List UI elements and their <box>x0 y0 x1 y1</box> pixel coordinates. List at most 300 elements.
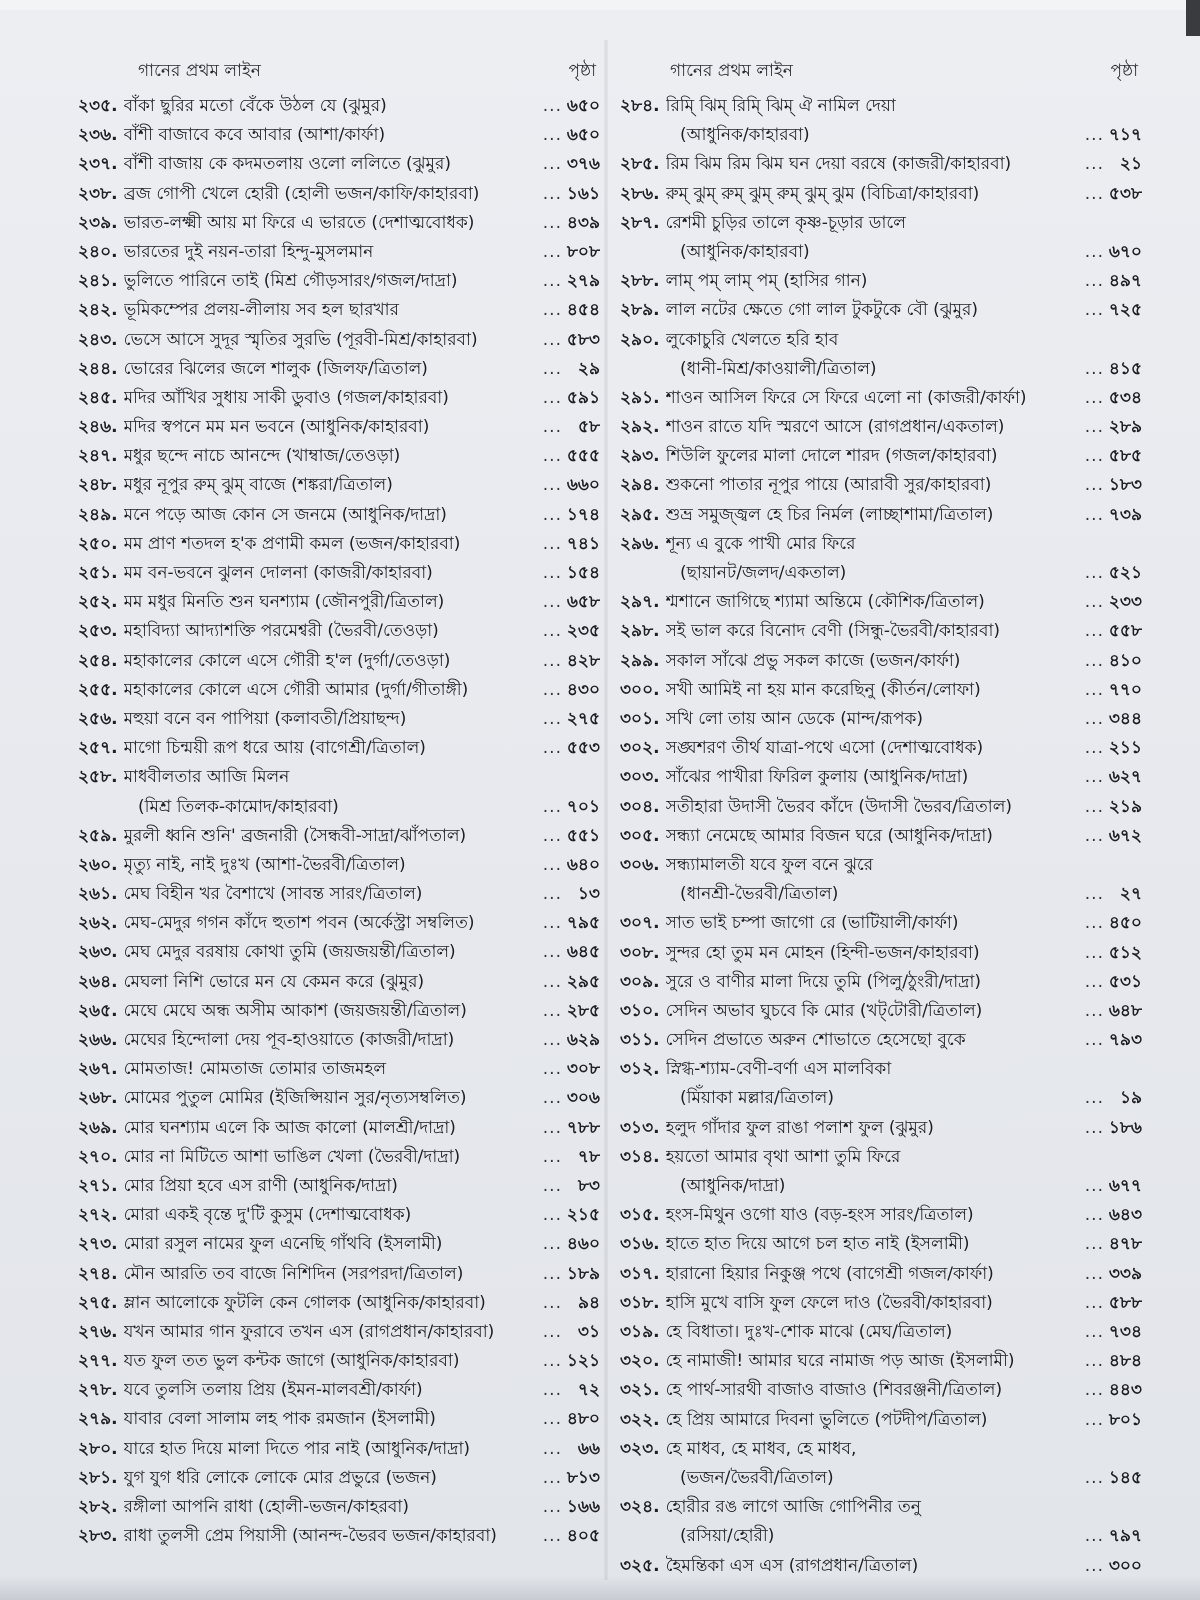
entry-number: ৩০২. <box>620 738 660 759</box>
index-entry <box>620 1201 1142 1230</box>
leader-dots: ... <box>542 971 562 992</box>
right-entry-list <box>620 92 1142 1581</box>
left-column-header <box>78 56 600 86</box>
leader-dots: ... <box>542 1438 562 1459</box>
entry-title: হোরীর রঙ লাগে আজি গোপিনীর তনু <box>665 1497 921 1518</box>
index-entry <box>620 92 1142 150</box>
entry-title: শুকনো পাতার নূপুর পায়ে (আরাবী সুর/কাহারবা) <box>665 475 992 496</box>
index-entry <box>78 121 600 150</box>
entry-page-number: ৩৪৪ <box>1108 709 1142 729</box>
entry-page-number: ৭৮৮ <box>566 1117 600 1138</box>
entry-number: ২৭৭. <box>78 1351 118 1372</box>
entry-page-number: ৭২৫ <box>1108 300 1142 321</box>
entry-page-number: ২৮৯ <box>1108 417 1142 438</box>
index-entry <box>78 763 600 821</box>
leader-dots: ... <box>1084 1467 1104 1488</box>
entry-page-number: ৬৫৮ <box>566 592 600 613</box>
leader-dots: ... <box>1084 1088 1104 1109</box>
entry-page-number: ১৮৩ <box>1108 475 1142 496</box>
entry-page-number: ৭১৭ <box>1108 125 1142 146</box>
entry-number: ২৭৩. <box>78 1234 118 1255</box>
leader-dots: ... <box>542 796 562 817</box>
entry-title: যত ফুল তত ভুল কন্টক জাগে (আধুনিক/কাহারবা) <box>123 1351 460 1372</box>
entry-title: বাঁশী বাজাবে কবে আবার (আশা/কার্ফা) <box>123 125 386 146</box>
entry-title: ভারতের দুই নয়ন-তারা হিন্দু-মুসলমান <box>123 241 374 262</box>
entry-number: ২৫০. <box>78 533 118 554</box>
leader-dots: ... <box>542 1030 562 1051</box>
entry-page-number: ৪৫৪ <box>566 300 600 321</box>
entry-page-number: ৩০০ <box>1108 1555 1142 1576</box>
entry-number: ২৬৭. <box>78 1059 118 1080</box>
entry-page-number: ৬২৯ <box>566 1030 600 1051</box>
leader-dots: ... <box>1084 1000 1104 1021</box>
leader-dots: ... <box>542 1263 562 1284</box>
entry-page-number: ৪৩৯ <box>566 212 600 233</box>
entry-title: মম প্রাণ শতদল হ'ক প্রণামী কমল (ভজন/কাহারবা) <box>123 533 461 554</box>
entry-page-number: ৩০৬ <box>566 1088 600 1109</box>
entry-title: রঙ্গীলা আপনি রাধা (হোলী-ভজন/কাহরবা) <box>123 1497 409 1518</box>
index-entry <box>78 1376 600 1405</box>
entry-page-number: ৬৪৫ <box>566 942 600 963</box>
entry-page-number: ২১৯ <box>1108 796 1142 817</box>
entry-number: ৩০১. <box>620 709 660 729</box>
entry-page-number: ২৭ <box>1119 884 1142 905</box>
index-entry <box>620 1406 1142 1435</box>
index-entry <box>78 938 600 967</box>
entry-page-number: ৬৭২ <box>1108 825 1142 846</box>
index-entry <box>620 676 1142 705</box>
entry-number: ৩১৪. <box>620 1146 660 1167</box>
entry-title: স্নিগ্ধ-শ্যাম-বেণী-বর্ণা এস মালবিকা <box>665 1059 892 1080</box>
entry-number: ২৫৪. <box>78 650 118 671</box>
entry-title: মোমতাজ! মোমতাজ তোমার তাজমহল <box>123 1059 387 1080</box>
leader-dots: ... <box>542 417 562 438</box>
entry-number: ২৮২. <box>78 1497 118 1518</box>
entry-title: হৈমন্তিকা এস এস (রাগপ্রধান/ত্রিতাল) <box>665 1555 919 1576</box>
leader-dots: ... <box>1084 154 1104 175</box>
index-entry <box>620 617 1142 646</box>
leader-dots: ... <box>542 329 562 350</box>
entry-title: যুগ যুগ ধরি লোকে লোকে মোর প্রভুরে (ভজন) <box>123 1467 437 1488</box>
entry-page-number: ২১১ <box>1108 738 1142 759</box>
entry-page-number: ১৬১ <box>566 183 600 204</box>
leader-dots: ... <box>1084 1205 1104 1226</box>
entry-number: ২৮১. <box>78 1467 118 1488</box>
left-column-page-label: পৃষ্ঠা <box>568 61 596 81</box>
entry-page-number: ৪০৫ <box>566 1526 600 1547</box>
entry-number: ২৮৬. <box>620 183 660 204</box>
leader-dots: ... <box>542 1117 562 1138</box>
entry-number: ২৭৬. <box>78 1321 118 1342</box>
entry-number: ২৫৮. <box>78 767 118 788</box>
leader-dots: ... <box>542 708 562 729</box>
entry-number: ২৯৬. <box>620 533 660 554</box>
entry-number: ২৬৮. <box>78 1088 118 1109</box>
entry-number: ৩১৫. <box>620 1205 660 1226</box>
entry-number: ৩১৮. <box>620 1292 660 1313</box>
entry-title: রুম্ ঝুম্ রুম্ ঝুম্ রুম্ ঝুম্ ঝুম (বিচিত্রা/কাহারবা) <box>665 183 980 204</box>
leader-dots: ... <box>1084 504 1104 525</box>
entry-number: ২৬১. <box>78 884 118 905</box>
entry-number: ২৪৮. <box>78 475 118 496</box>
entry-page-number: ১২১ <box>566 1351 600 1372</box>
entry-page-number: ৬৫০ <box>566 96 600 116</box>
leader-dots: ... <box>542 1497 562 1518</box>
right-column-title: গানের প্রথম লাইন <box>670 61 793 81</box>
leader-dots: ... <box>542 854 562 875</box>
entry-title: হে নামাজী! আমার ঘরে নামাজ পড় আজ (ইসলামী) <box>665 1351 1015 1372</box>
entry-page-number: ৫১২ <box>1108 942 1142 963</box>
entry-page-number: ৮৩ <box>577 1175 600 1196</box>
leader-dots: ... <box>1084 1234 1104 1255</box>
entry-page-number: ৫৮ <box>577 417 600 438</box>
entry-title: মম মধুর মিনতি শুন ঘনশ্যাম (জৌনপুরী/ত্রিতাল) <box>123 592 445 613</box>
leader-dots: ... <box>1084 942 1104 963</box>
entry-subtitle: (আধুনিক/কাহারবা) <box>680 125 810 146</box>
entry-title: হাতে হাত দিয়ে আগে চল হাত নাই (ইসলামী) <box>665 1234 970 1255</box>
entry-number: ২৬৪. <box>78 971 118 992</box>
index-entry <box>78 705 600 734</box>
index-entry <box>78 238 600 267</box>
leader-dots: ... <box>1084 1263 1104 1284</box>
entry-page-number: ৬৭৭ <box>1108 1176 1142 1197</box>
entry-page-number: ৪৭৮ <box>1108 1234 1142 1255</box>
entry-title: সখী আমিই না হয় মান করেছিনু (কীর্তন/লোফা) <box>665 679 981 700</box>
index-entry <box>78 1201 600 1230</box>
entry-title: মহাকালের কোলে এসে গৌরী হ'ল (দুর্গা/তেওড়া) <box>123 650 451 671</box>
index-entry <box>620 647 1142 676</box>
entry-number: ৩০৯. <box>620 971 660 992</box>
entry-page-number: ৬৬০ <box>566 475 600 496</box>
entry-page-number: ১৮৬ <box>1108 1117 1142 1138</box>
leader-dots: ... <box>542 504 562 525</box>
entry-number: ৩১০. <box>620 1000 660 1021</box>
index-entry <box>620 326 1142 384</box>
entry-title: মদির আঁখির সুধায় সাকী ডুবাও (গজল/কাহারবা) <box>123 387 449 408</box>
entry-title: রিম ঝিম রিম ঝিম ঘন দেয়া বরষে (কাজরী/কাহারবা) <box>665 154 1012 175</box>
index-entry <box>78 1405 600 1434</box>
leader-dots: ... <box>542 533 562 554</box>
entry-page-number: ১৩ <box>577 884 600 905</box>
leader-dots: ... <box>1084 738 1104 759</box>
index-entry <box>620 1143 1142 1201</box>
leader-dots: ... <box>542 1088 562 1109</box>
entry-title: মাগো চিন্ময়ী রূপ ধরে আয় (বাগেশ্রী/ত্রিতাল) <box>123 738 426 759</box>
index-entry <box>78 180 600 209</box>
entry-title: সেদিন প্রভাতে অরুন শোভাতে হেসেছো বুকে <box>665 1030 966 1051</box>
leader-dots: ... <box>542 271 562 292</box>
leader-dots: ... <box>542 1292 562 1313</box>
index-entry <box>620 968 1142 997</box>
entry-page-number: ৭২ <box>577 1380 600 1401</box>
entry-page-number: ৪৪৩ <box>1108 1380 1142 1401</box>
index-entry <box>620 1376 1142 1405</box>
entry-page-number: ৮১৩ <box>566 1467 600 1488</box>
entry-number: ২৫২. <box>78 592 118 613</box>
leader-dots: ... <box>542 1321 562 1342</box>
entry-title: সই ভাল করে বিনোদ বেণী (সিন্ধু-ভৈরবী/কাহারবা) <box>665 621 1001 642</box>
entry-number: ২৭৮. <box>78 1380 118 1401</box>
index-entry <box>78 1289 600 1318</box>
leader-dots: ... <box>1084 709 1104 729</box>
entry-number: ২৫৭. <box>78 738 118 759</box>
leader-dots: ... <box>542 650 562 671</box>
entry-number: ২৭৯. <box>78 1409 118 1430</box>
entry-page-number: ৮০১ <box>1108 1409 1142 1430</box>
entry-title: মহাবিদ্যা আদ্যাশক্তি পরমেশ্বরী (ভৈরবী/তেওড়া) <box>123 621 439 642</box>
leader-dots: ... <box>1084 475 1104 496</box>
entry-title: হে প্রিয় আমারে দিবনা ভুলিতে (পটদীপ/ত্রিতাল) <box>665 1409 988 1430</box>
index-entry <box>78 384 600 413</box>
index-entry <box>620 822 1142 851</box>
entry-subtitle: (আধুনিক/দাদ্রা) <box>680 1176 786 1197</box>
index-entry <box>620 793 1142 822</box>
leader-dots: ... <box>1084 1351 1104 1372</box>
bottom-shade <box>0 1576 1200 1600</box>
entry-page-number: ৭৯৩ <box>1108 1030 1142 1051</box>
entry-number: ২৯৭. <box>620 592 660 613</box>
index-entry <box>78 530 600 559</box>
index-entry <box>78 355 600 384</box>
leader-dots: ... <box>542 825 562 846</box>
entry-subtitle: (আধুনিক/কাহারবা) <box>680 241 810 262</box>
leader-dots: ... <box>1084 300 1104 321</box>
entry-title: সখি লো তায় আন ডেকে (মান্দ/রূপক) <box>665 709 924 729</box>
index-entry <box>78 471 600 500</box>
entry-page-number: ৭৯৫ <box>566 913 600 934</box>
index-entry <box>620 180 1142 209</box>
index-entry <box>78 559 600 588</box>
entry-title: মোরা একই বৃন্তে দু'টি কুসুম (দেশাত্মবোধক) <box>123 1205 412 1226</box>
index-entry <box>620 909 1142 938</box>
index-entry <box>78 617 600 646</box>
entry-number: ৩২০. <box>620 1351 660 1372</box>
index-entry <box>78 1260 600 1289</box>
entry-number: ২৭০. <box>78 1146 118 1167</box>
entry-number: ২৮৮. <box>620 271 660 292</box>
entry-page-number: ৭৪১ <box>566 533 600 554</box>
leader-dots: ... <box>1084 125 1104 146</box>
entry-page-number: ৬৪৮ <box>1108 1000 1142 1021</box>
entry-number: ৩২১. <box>620 1380 660 1401</box>
entry-title: বাঁশী বাজায় কে কদমতলায় ওলো ললিতে (ঝুমুর) <box>123 154 451 175</box>
index-entry <box>620 1026 1142 1055</box>
left-entry-list <box>78 92 600 1551</box>
entry-title: সেদিন অভাব ঘুচবে কি মোর (খট্‌টোরী/ত্রিতাল) <box>665 1000 983 1021</box>
index-entry <box>620 209 1142 267</box>
entry-title: সাঁঝের পাখীরা ফিরিল কুলায় (আধুনিক/দাদ্রা) <box>665 767 969 788</box>
entry-page-number: ৪৮০ <box>566 1409 600 1430</box>
entry-subtitle: (মিশ্র তিলক-কামোদ/কাহারবা) <box>138 796 339 817</box>
leader-dots: ... <box>542 1175 562 1196</box>
entry-page-number: ২১ <box>1119 154 1142 175</box>
index-entry <box>78 676 600 705</box>
entry-page-number: ১৪৫ <box>1108 1467 1142 1488</box>
index-entry <box>620 267 1142 296</box>
entry-title: মোর ঘনশ্যাম এলে কি আজ কালো (মালশ্রী/দাদ্রা) <box>123 1117 456 1138</box>
index-entry <box>78 1522 600 1551</box>
leader-dots: ... <box>1084 767 1104 788</box>
entry-page-number: ১৬৬ <box>566 1497 600 1518</box>
entry-page-number: ৫৩১ <box>1108 971 1142 992</box>
entry-number: ২৫৬. <box>78 708 118 729</box>
entry-title: সকাল সাঁঝে প্রভু সকল কাজে (ভজন/কার্ফা) <box>665 650 961 671</box>
index-entry <box>78 150 600 179</box>
entry-title: শূন্য এ বুকে পাখী মোর ফিরে <box>665 533 856 554</box>
entry-number: ৩০৫. <box>620 825 660 846</box>
entry-page-number: ৫৯১ <box>566 387 600 408</box>
entry-number: ৩২৩. <box>620 1438 660 1459</box>
leader-dots: ... <box>542 154 562 175</box>
entry-title: সতীহারা উদাসী ভৈরব কাঁদে (উদাসী ভৈরব/ত্রিতাল) <box>665 796 1013 817</box>
index-entry <box>78 1172 600 1201</box>
entry-number: ৩২৪. <box>620 1497 660 1518</box>
entry-number: ২৩৬. <box>78 125 118 146</box>
entry-page-number: ৫২১ <box>1108 563 1142 584</box>
right-column <box>620 56 1142 1581</box>
leader-dots: ... <box>1084 358 1104 379</box>
entry-number: ৩১৩. <box>620 1117 660 1138</box>
index-entry <box>620 1318 1142 1347</box>
index-entry <box>78 1464 600 1493</box>
entry-title: মাধবীলতার আজি মিলন <box>123 767 290 788</box>
entry-page-number: ১৯ <box>1119 1088 1142 1109</box>
index-entry <box>620 471 1142 500</box>
index-entry <box>620 413 1142 442</box>
leader-dots: ... <box>542 1467 562 1488</box>
entry-page-number: ৫৫১ <box>566 825 600 846</box>
leader-dots: ... <box>542 446 562 467</box>
leader-dots: ... <box>1084 271 1104 292</box>
leader-dots: ... <box>542 212 562 233</box>
index-entry <box>78 1055 600 1084</box>
leader-dots: ... <box>542 884 562 905</box>
entry-number: ৩১১. <box>620 1030 660 1051</box>
leader-dots: ... <box>542 1234 562 1255</box>
entry-page-number: ৬২৭ <box>1108 767 1142 788</box>
entry-number: ২৬৩. <box>78 942 118 963</box>
index-entry <box>78 1435 600 1464</box>
entry-number: ২৬৫. <box>78 1000 118 1021</box>
entry-title: যারে হাত দিয়ে মালা দিতে পার নাই (আধুনিক/দাদ্রা) <box>123 1438 471 1459</box>
entry-page-number: ২৮৫ <box>566 1000 600 1021</box>
entry-number: ২৫৩. <box>78 621 118 642</box>
entry-page-number: ৩১ <box>577 1321 600 1342</box>
leader-dots: ... <box>1084 241 1104 262</box>
entry-page-number: ১৮৯ <box>566 1263 600 1284</box>
entry-title: লাল নটের ক্ষেতে গো লাল টুকটুকে বৌ (ঝুমুর) <box>665 300 979 321</box>
entry-page-number: ৫৮৫ <box>1108 446 1142 467</box>
leader-dots: ... <box>542 300 562 321</box>
entry-title: সন্ধ্যামালতী যবে ফুল বনে ঝুরে <box>665 854 874 875</box>
entry-number: ৩০৪. <box>620 796 660 817</box>
entry-number: ২৪৬. <box>78 417 118 438</box>
entry-number: ২৬৬. <box>78 1030 118 1051</box>
entry-number: ৩২২. <box>620 1409 660 1430</box>
leader-dots: ... <box>1084 1117 1104 1138</box>
leader-dots: ... <box>542 563 562 583</box>
page-fold <box>604 40 608 1580</box>
leader-dots: ... <box>1084 1176 1104 1197</box>
leader-dots: ... <box>1084 1321 1104 1342</box>
entry-title: ভূমিকম্পের প্রলয়-লীলায় সব হল ছারখার <box>123 300 399 321</box>
entry-page-number: ২৯৫ <box>566 971 600 992</box>
index-entry <box>620 1055 1142 1113</box>
leader-dots: ... <box>542 183 562 204</box>
index-entry <box>620 997 1142 1026</box>
entry-page-number: ৬৪০ <box>566 854 600 875</box>
index-entry <box>620 1230 1142 1259</box>
entry-title: হে মাধব, হে মাধব, হে মাধব, <box>665 1438 857 1459</box>
entry-page-number: ৭৩৪ <box>1108 1321 1142 1342</box>
entry-title: মৃত্যু নাই, নাই দুঃখ (আশা-ভৈরবী/ত্রিতাল) <box>123 854 406 875</box>
entry-number: ২৩৮. <box>78 183 118 204</box>
entry-title: মদির স্বপনে মম মন ভবনে (আধুনিক/কাহারবা) <box>123 417 430 438</box>
index-entry <box>620 1289 1142 1318</box>
entry-title: ভেসে আসে সুদূর স্মৃতির সুরভি (পূরবী-মিশ্র/কাহারবা) <box>123 329 478 350</box>
entry-title: মহুয়া বনে বন পাপিয়া (কলাবতী/প্রিয়াছন্দ) <box>123 708 407 729</box>
index-entry <box>620 1347 1142 1376</box>
index-entry <box>78 501 600 530</box>
entry-page-number: ২৭৯ <box>566 271 600 292</box>
index-entry <box>78 1347 600 1376</box>
entry-page-number: ৪৬০ <box>566 1234 600 1255</box>
leader-dots: ... <box>1084 679 1104 700</box>
entry-title: মেঘলা নিশি ভোরে মন যে কেমন করে (ঝুমুর) <box>123 971 425 992</box>
entry-page-number: ৯৪ <box>577 1292 600 1313</box>
entry-number: ২৮০. <box>78 1438 118 1459</box>
leader-dots: ... <box>542 1409 562 1430</box>
index-entry <box>620 734 1142 763</box>
entry-page-number: ৪৩০ <box>566 679 600 700</box>
entry-number: ২৪১. <box>78 271 118 292</box>
leader-dots: ... <box>542 387 562 408</box>
entry-page-number: ৪৮৪ <box>1108 1351 1142 1372</box>
index-entry <box>620 384 1142 413</box>
leader-dots: ... <box>542 738 562 759</box>
index-entry <box>78 267 600 296</box>
entry-title: হংস-মিথুন ওগো যাও (বড়-হংস সারং/ত্রিতাল) <box>665 1205 974 1226</box>
entry-subtitle: (রসিয়া/হোরী) <box>680 1526 775 1547</box>
index-entry <box>620 763 1142 792</box>
entry-title: মোমের পুতুল মোমির (ইজিপ্সিয়ান সুর/নৃত্যসম্বলিত) <box>123 1088 467 1109</box>
entry-number: ২৪৩. <box>78 329 118 350</box>
entry-title: রিমি্ ঝিম্ রিমি্ ঝিম্ ঐ নামিল দেয়া <box>665 96 896 116</box>
entry-title: ব্রজ গোপী খেলে হোরী (হোলী ভজন/কাফি/কাহারবা) <box>123 183 480 204</box>
entry-page-number: ৫৫৩ <box>566 738 600 759</box>
entry-number: ২৩৫. <box>78 96 118 116</box>
index-entry <box>620 705 1142 734</box>
entry-number: ৩২৫. <box>620 1555 660 1576</box>
entry-title: হলুদ গাঁদার ফুল রাঙা পলাশ ফুল (ঝুমুর) <box>665 1117 934 1138</box>
entry-title: ভুলিতে পারিনে তাই (মিশ্র গৌড়সারং/গজল/দাদ্রা) <box>123 271 458 292</box>
leader-dots: ... <box>542 1205 562 1226</box>
leader-dots: ... <box>542 96 562 116</box>
index-entry <box>620 442 1142 471</box>
entry-title: সাত ভাই চম্পা জাগো রে (ভাটিয়ালী/কার্ফা) <box>665 913 959 934</box>
entry-number: ২৭৫. <box>78 1292 118 1313</box>
entry-page-number: ২১৫ <box>566 1205 600 1226</box>
entry-number: ২৮৭. <box>620 212 660 233</box>
leader-dots: ... <box>542 1380 562 1401</box>
leader-dots: ... <box>1084 592 1104 613</box>
index-entry <box>78 296 600 325</box>
entry-page-number: ১৭৪ <box>566 504 600 525</box>
entry-page-number: ৬৫০ <box>566 125 600 146</box>
leader-dots: ... <box>542 241 562 262</box>
entry-page-number: ৭৭০ <box>1108 679 1142 700</box>
leader-dots: ... <box>1084 1030 1104 1051</box>
